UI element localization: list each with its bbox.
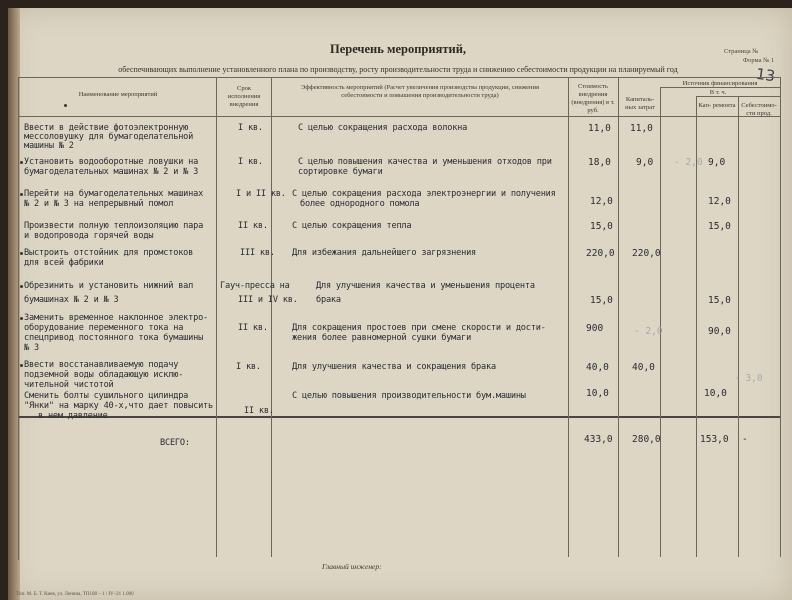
col-border-0	[18, 77, 19, 560]
ghost-mark-3: - 3,0	[734, 373, 763, 384]
header-term: Срок исполнения внедрения	[227, 85, 261, 109]
row-1-effect: С целью сокращения расхода волокна	[298, 123, 468, 133]
row-9-name-line-2: "Янки" на марку 40-х,что дает повысить	[24, 401, 214, 411]
row-7-name-line-4: № 3	[24, 343, 39, 353]
row-2-bullet	[20, 161, 23, 164]
row-1-capital: 11,0	[630, 123, 653, 134]
col-border-8	[780, 77, 781, 557]
row-6-extra-name: Гауч-пресса на	[220, 281, 290, 291]
row-4-term: II кв.	[238, 221, 268, 231]
row-1-name-line-2: мессоловушку для бумагоделательной	[24, 132, 194, 142]
row-8-cost: 40,0	[586, 362, 609, 373]
header-funding: Источник финансирования	[682, 80, 758, 87]
header-bullet	[64, 104, 67, 107]
header-including: В т. ч.	[709, 89, 727, 96]
row-7-effect-line-2: жения более равномерной сушки бумаги	[292, 333, 472, 343]
row-8-name-line-2: подземной воды обладающую исклю-	[24, 370, 184, 380]
header-bottom-border	[18, 116, 780, 117]
row-1-name-line-1: Ввести в действие фотоэлектронную	[24, 123, 189, 133]
header-effect: Эффективность мероприятий (Расчет увеличения производства продукции, снижения себестоимости и повышения производительности труда)	[301, 84, 539, 100]
row-8-name-line-3: чительной чистотой	[24, 380, 114, 390]
table-top-border	[18, 77, 780, 78]
row-7-cost: 900	[586, 323, 604, 334]
row-5-effect: Для избежания дальнейшего загрязнения	[292, 248, 477, 258]
row-5-name-line-2: для всей фабрики	[24, 258, 104, 268]
row-7-name-line-1: Заменить временное наклонное электро-	[24, 313, 209, 323]
row-2-term: I кв.	[238, 157, 263, 167]
row-5-term: III кв.	[240, 248, 275, 258]
row-5-capital: 220,0	[632, 248, 661, 259]
row-6-name-line-1: Обрезинить и установить нижний вал	[24, 281, 194, 291]
row-4-selfcost: 15,0	[708, 221, 731, 232]
row-7-selfcost: 90,0	[708, 326, 731, 337]
header-selfcost: Себестоимо- сти прод.	[741, 102, 777, 118]
totals-selfcost: 153,0	[700, 434, 729, 445]
row-4-name-line-2: и водопровода горячей воды	[24, 231, 154, 241]
document-sheet	[8, 8, 792, 600]
row-8-name-line-1: Ввести восстанавливаемую подачу	[24, 360, 179, 370]
row-2-effect-line-2: сортировке бумаги	[298, 167, 383, 177]
row-3-effect-line-2: более однородного помола	[300, 199, 420, 209]
row-6-selfcost: 15,0	[708, 295, 731, 306]
totals-capital: 280,0	[632, 434, 661, 445]
header-capremont: Кап- ремонта	[698, 102, 736, 109]
row-2-capital: 9,0	[636, 157, 654, 168]
row-5-bullet	[20, 252, 23, 255]
row-7-term: II кв.	[238, 323, 268, 333]
printer-imprint: Тип. М. Б. Т. Киев, ул. Ленина, ТП108 – 1 / IV–21 1.000	[16, 592, 134, 597]
header-cost: Стоимость внедрения (внедрения) в т. руб.	[571, 83, 615, 115]
row-2-name-line-2: бумагоделательных машинах № 2 и № 3	[24, 167, 199, 177]
header-capital: Капиталь- ных затрат	[625, 96, 655, 112]
header-name: Наименование мероприятий	[78, 91, 158, 98]
totals-dash: -	[742, 434, 748, 445]
handwritten-page-number: 13	[754, 64, 777, 86]
row-7-name-line-3: спецпривод постоянного тока бумашины	[24, 333, 204, 343]
row-9-name-line-3: в нем давление	[38, 411, 108, 421]
row-9-term: II кв.	[244, 406, 274, 416]
row-3-selfcost: 12,0	[708, 196, 731, 207]
row-6-effect-line-1: Для улучшения качества и уменьшения процента	[316, 281, 535, 291]
row-3-name-line-1: Перейти на бумагоделательных машинах	[24, 189, 204, 199]
row-8-term: I кв.	[236, 362, 261, 372]
page-label: Страница №	[724, 48, 759, 55]
col-border-2	[271, 77, 272, 557]
row-1-term: I кв.	[238, 123, 263, 133]
row-8-effect: Для улучшения качества и сокращения брака	[292, 362, 496, 372]
totals-border	[18, 416, 780, 418]
row-5-name-line-1: Выстроить отстойник для промстоков	[24, 248, 194, 258]
row-6-term: III и IV кв.	[238, 295, 298, 305]
form-label: Форма № 1	[743, 57, 775, 64]
row-1-name-line-3: машины № 2	[24, 141, 74, 151]
row-4-cost: 15,0	[590, 221, 613, 232]
row-2-cost: 18,0	[588, 157, 611, 168]
row-7-bullet	[20, 317, 23, 320]
totals-label: ВСЕГО:	[160, 438, 190, 448]
col-border-3	[568, 77, 569, 557]
row-7-name-line-2: оборудование переменного тока на	[24, 323, 184, 333]
row-5-cost: 220,0	[586, 248, 615, 259]
col-border-4	[618, 77, 619, 557]
col-border-5	[660, 87, 661, 557]
row-7-effect-line-1: Для сокращения простоев при смене скорости и дости-	[292, 323, 546, 333]
row-8-capital: 40,0	[632, 362, 655, 373]
row-6-bullet	[20, 285, 23, 288]
row-9-cost: 10,0	[586, 388, 609, 399]
ghost-mark-2: - 2,0	[634, 326, 663, 337]
row-3-name-line-2: № 2 и № 3 на непрерывный помол	[24, 199, 174, 209]
row-3-cost: 12,0	[590, 196, 613, 207]
row-2-name-line-1: Установить водооборотные ловушки на	[24, 157, 199, 167]
row-1-cost: 11,0	[588, 123, 611, 134]
row-6-cost: 15,0	[590, 295, 613, 306]
row-8-bullet	[20, 364, 23, 367]
row-3-effect-line-1: С целью сокращения расхода электроэнергии и получения	[292, 189, 556, 199]
row-6-name-line-2: бумашинах № 2 и № 3	[24, 295, 119, 305]
row-2-effect-line-1: С целью повышения качества и уменьшения отходов при	[298, 157, 552, 167]
row-2-selfcost: 9,0	[708, 157, 726, 168]
row-9-selfcost: 10,0	[704, 388, 727, 399]
chief-engineer-label: Главный инженер:	[322, 562, 382, 571]
row-9-effect: С целью повышения производительности бум.машины	[292, 391, 526, 401]
row-4-effect: С целью сокращения тепла	[292, 221, 412, 231]
ghost-mark-1: - 2,0	[674, 157, 703, 168]
col-border-7	[738, 96, 739, 557]
totals-cost: 433,0	[584, 434, 613, 445]
row-4-name-line-1: Произвести полную теплоизоляцию пара	[24, 221, 204, 231]
page-title: Перечень мероприятий,	[329, 42, 467, 56]
row-9-name-line-1: Сменить болты сушильного цилиндра	[24, 391, 189, 401]
row-3-bullet	[20, 193, 23, 196]
page-subtitle: обеспечивающих выполнение установленного плана по производству, росту производительности труда и снижению себестоимости продукции на планируемый год	[118, 65, 678, 74]
col-border-1	[216, 77, 217, 557]
row-3-term: I и II кв.	[236, 189, 286, 199]
row-6-effect-line-2: брака	[316, 295, 341, 305]
